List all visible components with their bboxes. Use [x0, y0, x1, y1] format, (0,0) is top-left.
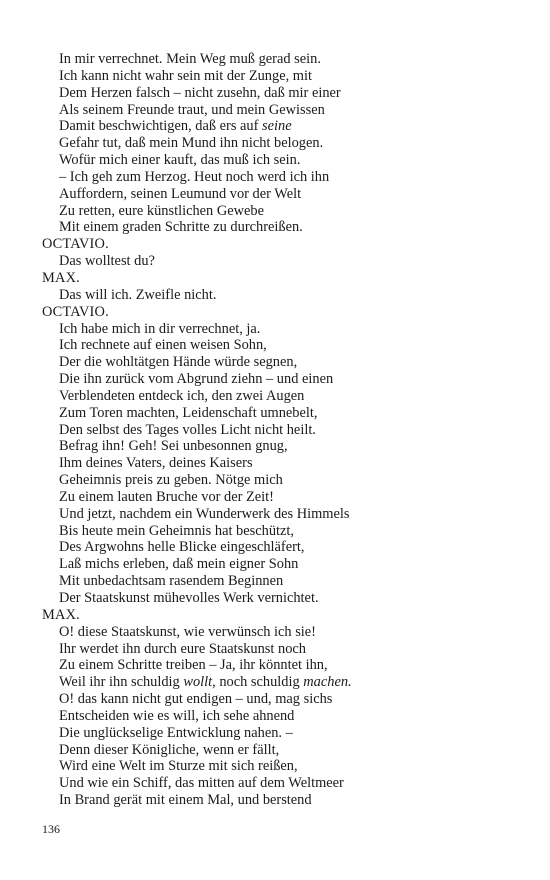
play-text — [42, 51, 512, 809]
verse-line — [42, 152, 512, 169]
verse-line — [42, 186, 512, 203]
line-text: Zum Toren machten, Leidenschaft umnebelt, — [59, 404, 318, 421]
verse-line — [42, 219, 512, 236]
verse-line — [42, 287, 512, 304]
line-text: Zu retten, eure künstlichen Gewebe — [59, 202, 264, 219]
verse-line — [42, 455, 512, 472]
verse-line — [42, 758, 512, 775]
line-text: Verblendeten entdeck ich, den zwei Augen — [59, 387, 305, 404]
verse-line — [42, 590, 512, 607]
line-text: noch schuldig — [215, 674, 304, 691]
verse-line — [42, 438, 512, 455]
line-text: Denn dieser Königliche, wenn er fällt, — [59, 741, 280, 758]
line-text: Mit unbedachtsam rasendem Beginnen — [59, 573, 284, 590]
line-text: Dem Herzen falsch – nicht zusehn, daß mir einer — [59, 84, 341, 101]
verse-line — [42, 708, 512, 725]
verse-line — [42, 775, 512, 792]
line-text: Weil ihr ihn schuldig — [59, 674, 184, 691]
page-number: 136 — [42, 822, 60, 836]
line-text: Die ihn zurück vom Abgrund ziehn – und einen — [59, 371, 334, 388]
line-text: Mit einem graden Schritte zu durchreißen. — [59, 219, 303, 236]
line-text: Das will ich. Zweifle nicht. — [59, 286, 217, 303]
line-text: Der die wohltätgen Hände würde segnen, — [59, 354, 298, 371]
line-text: Damit beschwichtigen, daß ers auf — [59, 118, 263, 135]
speaker-name — [42, 304, 512, 321]
line-text: Der Staatskunst mühevolles Werk vernichtet. — [59, 590, 319, 606]
line-text: Wird eine Welt im Sturze mit sich reißen, — [59, 758, 298, 775]
verse-line — [42, 573, 512, 590]
verse-line — [42, 489, 512, 506]
line-text: MAX. — [42, 269, 80, 286]
verse-line — [42, 135, 512, 152]
verse-line — [42, 405, 512, 422]
verse-line — [42, 506, 512, 523]
line-text: Geheimnis preis zu geben. Nötge mich — [59, 472, 283, 489]
verse-line — [42, 337, 512, 354]
line-text: Ihr werdet ihn durch eure Staatskunst noch — [59, 640, 306, 657]
verse-line — [42, 68, 512, 85]
verse-line — [42, 641, 512, 658]
verse-line — [42, 169, 512, 186]
line-text: Zu einem Schritte treiben – Ja, ihr könntet ihn, — [59, 657, 328, 674]
verse-line — [42, 253, 512, 270]
verse-line — [42, 203, 512, 220]
speaker-name — [42, 607, 512, 624]
speaker-name — [42, 236, 512, 253]
line-text: Den selbst des Tages volles Licht nicht heilt. — [59, 421, 316, 438]
verse-line — [42, 742, 512, 759]
verse-line — [42, 472, 512, 489]
line-text: – Ich geh zum Herzog. Heut noch werd ich ihn — [59, 168, 330, 185]
line-text: In Brand gerät mit einem Mal, und berstend — [59, 792, 312, 809]
emphasized-text: machen. — [303, 674, 352, 691]
line-text: Wofür mich einer kauft, das muß ich sein. — [59, 152, 301, 169]
line-text: Auffordern, seinen Leumund vor der Welt — [59, 185, 302, 202]
verse-line — [42, 556, 512, 573]
line-text: O! diese Staatskunst, wie verwünsch ich sie! — [59, 623, 316, 640]
verse-line — [42, 102, 512, 119]
verse-line — [42, 792, 512, 809]
line-text: MAX. — [42, 606, 80, 623]
line-text: O! das kann nicht gut endigen – und, mag sichs — [59, 691, 333, 708]
verse-line — [42, 371, 512, 388]
emphasized-text: wollt, — [183, 674, 216, 691]
verse-line — [42, 657, 512, 674]
line-text: Gefahr tut, daß mein Mund ihn nicht belogen. — [59, 135, 324, 152]
line-text: Ich habe mich in dir verrechnet, ja. — [59, 320, 261, 337]
verse-line — [42, 51, 512, 68]
line-text: Ich rechnete auf einen weisen Sohn, — [59, 337, 267, 354]
line-text: Befrag ihn! Geh! Sei unbesonnen gnug, — [59, 438, 288, 455]
line-text: Die unglückselige Entwicklung nahen. – — [59, 724, 293, 741]
line-text: Bis heute mein Geheimnis hat beschützt, — [59, 522, 294, 539]
verse-line — [42, 691, 512, 708]
line-text: Und wie ein Schiff, das mitten auf dem Weltmeer — [59, 775, 344, 792]
verse-line — [42, 118, 512, 135]
line-text: Des Argwohns helle Blicke eingeschläfert, — [59, 539, 305, 556]
speaker-name — [42, 270, 512, 287]
verse-line — [42, 321, 512, 338]
emphasized-text: seine — [262, 118, 292, 135]
verse-line — [42, 422, 512, 439]
verse-line — [42, 674, 512, 691]
line-text: Als seinem Freunde traut, und mein Gewissen — [59, 101, 325, 118]
line-text: Und jetzt, nachdem ein Wunderwerk des Himmels — [59, 505, 350, 522]
line-text: Ihm deines Vaters, deines Kaisers — [59, 455, 253, 472]
line-text: OCTAVIO. — [42, 236, 109, 253]
verse-line — [42, 523, 512, 540]
line-text: Ich kann nicht wahr sein mit der Zunge, mit — [59, 67, 312, 84]
verse-line — [42, 388, 512, 405]
line-text: Laß michs erleben, daß mein eigner Sohn — [59, 556, 299, 573]
verse-line — [42, 354, 512, 371]
verse-line — [42, 539, 512, 556]
line-text: Zu einem lauten Bruche vor der Zeit! — [59, 488, 274, 505]
line-text: Das wolltest du? — [59, 253, 155, 270]
verse-line — [42, 85, 512, 102]
verse-line — [42, 624, 512, 641]
line-text: In mir verrechnet. Mein Weg muß gerad sein. — [59, 51, 321, 67]
line-text: OCTAVIO. — [42, 303, 109, 320]
verse-line — [42, 725, 512, 742]
line-text: Entscheiden wie es will, ich sehe ahnend — [59, 707, 295, 724]
